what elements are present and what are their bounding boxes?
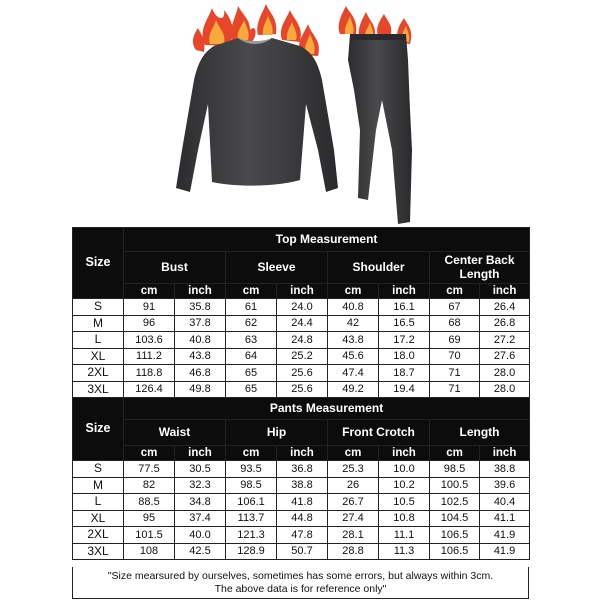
size-header: Size (73, 398, 124, 461)
measurement-cell: 10.5 (379, 494, 430, 511)
unit-cm: cm (430, 284, 480, 299)
size-disclaimer-note (72, 567, 529, 599)
measurement-cell: 30.5 (175, 461, 226, 478)
measurement-cell: 64 (226, 348, 277, 365)
measurement-cell: 68 (430, 315, 480, 332)
column-header-length: Length (430, 420, 530, 446)
measurement-cell: 41.9 (480, 527, 530, 544)
measurement-cell: 65 (226, 381, 277, 398)
unit-inch: inch (480, 446, 530, 461)
measurement-cell: 71 (430, 381, 480, 398)
measurement-cell: 77.5 (124, 461, 175, 478)
measurement-cell: 42 (328, 315, 379, 332)
table-row (73, 527, 530, 544)
measurement-cell: 25.6 (277, 381, 328, 398)
measurement-cell: 26.8 (480, 315, 530, 332)
measurement-cell: 82 (124, 477, 175, 494)
thermal-shirt-image (176, 38, 338, 192)
measurement-cell: 28.8 (328, 543, 379, 560)
measurement-cell: 70 (430, 348, 480, 365)
unit-inch: inch (379, 284, 430, 299)
measurement-cell: 96 (124, 315, 175, 332)
unit-cm: cm (226, 284, 277, 299)
measurement-cell: 41.9 (480, 543, 530, 560)
measurement-cell: 49.2 (328, 381, 379, 398)
measurement-cell: 34.8 (175, 494, 226, 511)
table-row (73, 461, 530, 478)
measurement-cell: 18.0 (379, 348, 430, 365)
measurement-cell: 113.7 (226, 510, 277, 527)
table-row (73, 365, 530, 382)
measurement-cell: 37.4 (175, 510, 226, 527)
measurement-cell: 121.3 (226, 527, 277, 544)
unit-cm: cm (124, 446, 175, 461)
measurement-cell: 40.4 (480, 494, 530, 511)
size-header: Size (73, 228, 124, 299)
size-cell: 3XL (73, 381, 124, 398)
column-header-center-back-length: Center Back Length (430, 252, 530, 284)
measurement-cell: 71 (430, 365, 480, 382)
measurement-cell: 26.7 (328, 494, 379, 511)
measurement-cell: 100.5 (430, 477, 480, 494)
unit-cm: cm (328, 284, 379, 299)
measurement-cell: 91 (124, 299, 175, 316)
measurement-cell: 61 (226, 299, 277, 316)
unit-inch: inch (277, 446, 328, 461)
measurement-cell: 102.5 (430, 494, 480, 511)
measurement-cell: 35.8 (175, 299, 226, 316)
size-chart-table (72, 227, 530, 560)
unit-cm: cm (430, 446, 480, 461)
measurement-cell: 10.0 (379, 461, 430, 478)
measurement-cell: 49.8 (175, 381, 226, 398)
size-cell: 2XL (73, 527, 124, 544)
thermal-pants-image (348, 34, 412, 224)
measurement-cell: 47.8 (277, 527, 328, 544)
table-row (73, 348, 530, 365)
size-cell: 3XL (73, 543, 124, 560)
measurement-cell: 118.8 (124, 365, 175, 382)
measurement-cell: 32.3 (175, 477, 226, 494)
measurement-cell: 108 (124, 543, 175, 560)
measurement-cell: 18.7 (379, 365, 430, 382)
measurement-cell: 38.8 (480, 461, 530, 478)
note-line-1: "Size mearsured by ourselves, sometimes has some errors, but always within 3cm. (107, 570, 494, 582)
measurement-cell: 41.8 (277, 494, 328, 511)
measurement-cell: 50.7 (277, 543, 328, 560)
measurement-cell: 11.1 (379, 527, 430, 544)
table-row (73, 477, 530, 494)
measurement-cell: 25.2 (277, 348, 328, 365)
unit-cm: cm (124, 284, 175, 299)
column-header-hip: Hip (226, 420, 328, 446)
measurement-cell: 40.0 (175, 527, 226, 544)
measurement-cell: 28.1 (328, 527, 379, 544)
measurement-cell: 93.5 (226, 461, 277, 478)
size-cell: S (73, 461, 124, 478)
note-line-2: The above data is for reference only" (214, 583, 387, 595)
measurement-cell: 26 (328, 477, 379, 494)
measurement-cell: 16.5 (379, 315, 430, 332)
table-row (73, 381, 530, 398)
unit-inch: inch (175, 446, 226, 461)
measurement-cell: 88.5 (124, 494, 175, 511)
measurement-cell: 26.4 (480, 299, 530, 316)
product-image (0, 0, 600, 226)
table-row (73, 332, 530, 349)
size-cell: L (73, 494, 124, 511)
measurement-cell: 28.0 (480, 381, 530, 398)
measurement-cell: 43.8 (175, 348, 226, 365)
measurement-cell: 43.8 (328, 332, 379, 349)
table-row (73, 543, 530, 560)
column-header-front-crotch: Front Crotch (328, 420, 430, 446)
top-measurement-rows (73, 299, 530, 398)
measurement-cell: 128.9 (226, 543, 277, 560)
measurement-cell: 27.2 (480, 332, 530, 349)
measurement-cell: 69 (430, 332, 480, 349)
unit-cm: cm (328, 446, 379, 461)
pants-measurement-rows (73, 461, 530, 560)
table-row (73, 494, 530, 511)
measurement-cell: 24.8 (277, 332, 328, 349)
measurement-cell: 98.5 (430, 461, 480, 478)
measurement-cell: 36.8 (277, 461, 328, 478)
size-cell: M (73, 315, 124, 332)
measurement-cell: 45.6 (328, 348, 379, 365)
table-row (73, 315, 530, 332)
measurement-cell: 98.5 (226, 477, 277, 494)
column-header-waist: Waist (124, 420, 226, 446)
column-header-shoulder: Shoulder (328, 252, 430, 284)
measurement-cell: 28.0 (480, 365, 530, 382)
measurement-cell: 16.1 (379, 299, 430, 316)
measurement-cell: 27.6 (480, 348, 530, 365)
size-cell: L (73, 332, 124, 349)
measurement-cell: 47.4 (328, 365, 379, 382)
measurement-cell: 106.5 (430, 543, 480, 560)
size-cell: 2XL (73, 365, 124, 382)
measurement-cell: 27.4 (328, 510, 379, 527)
measurement-cell: 25.3 (328, 461, 379, 478)
column-header-bust: Bust (124, 252, 226, 284)
measurement-cell: 41.1 (480, 510, 530, 527)
measurement-cell: 95 (124, 510, 175, 527)
measurement-cell: 17.2 (379, 332, 430, 349)
measurement-cell: 104.5 (430, 510, 480, 527)
measurement-cell: 65 (226, 365, 277, 382)
measurement-cell: 126.4 (124, 381, 175, 398)
measurement-cell: 37.8 (175, 315, 226, 332)
measurement-cell: 62 (226, 315, 277, 332)
product-illustration (0, 0, 600, 226)
unit-inch: inch (175, 284, 226, 299)
measurement-cell: 38.8 (277, 477, 328, 494)
measurement-cell: 19.4 (379, 381, 430, 398)
measurement-cell: 10.2 (379, 477, 430, 494)
pants-measurement-title: Pants Measurement (124, 398, 530, 420)
measurement-cell: 11.3 (379, 543, 430, 560)
table-row (73, 510, 530, 527)
size-cell: M (73, 477, 124, 494)
table-row (73, 299, 530, 316)
measurement-cell: 67 (430, 299, 480, 316)
measurement-cell: 24.4 (277, 315, 328, 332)
measurement-cell: 25.6 (277, 365, 328, 382)
measurement-cell: 39.6 (480, 477, 530, 494)
measurement-cell: 44.8 (277, 510, 328, 527)
measurement-cell: 103.6 (124, 332, 175, 349)
unit-inch: inch (277, 284, 328, 299)
measurement-cell: 101.5 (124, 527, 175, 544)
measurement-cell: 63 (226, 332, 277, 349)
measurement-cell: 106.1 (226, 494, 277, 511)
size-cell: XL (73, 348, 124, 365)
column-header-sleeve: Sleeve (226, 252, 328, 284)
measurement-cell: 24.0 (277, 299, 328, 316)
unit-inch: inch (379, 446, 430, 461)
measurement-cell: 111.2 (124, 348, 175, 365)
unit-inch: inch (480, 284, 530, 299)
measurement-cell: 42.5 (175, 543, 226, 560)
measurement-cell: 46.8 (175, 365, 226, 382)
measurement-cell: 106.5 (430, 527, 480, 544)
measurement-cell: 40.8 (328, 299, 379, 316)
measurement-cell: 40.8 (175, 332, 226, 349)
size-cell: XL (73, 510, 124, 527)
size-cell: S (73, 299, 124, 316)
unit-cm: cm (226, 446, 277, 461)
top-measurement-title: Top Measurement (124, 228, 530, 252)
measurement-cell: 10.8 (379, 510, 430, 527)
